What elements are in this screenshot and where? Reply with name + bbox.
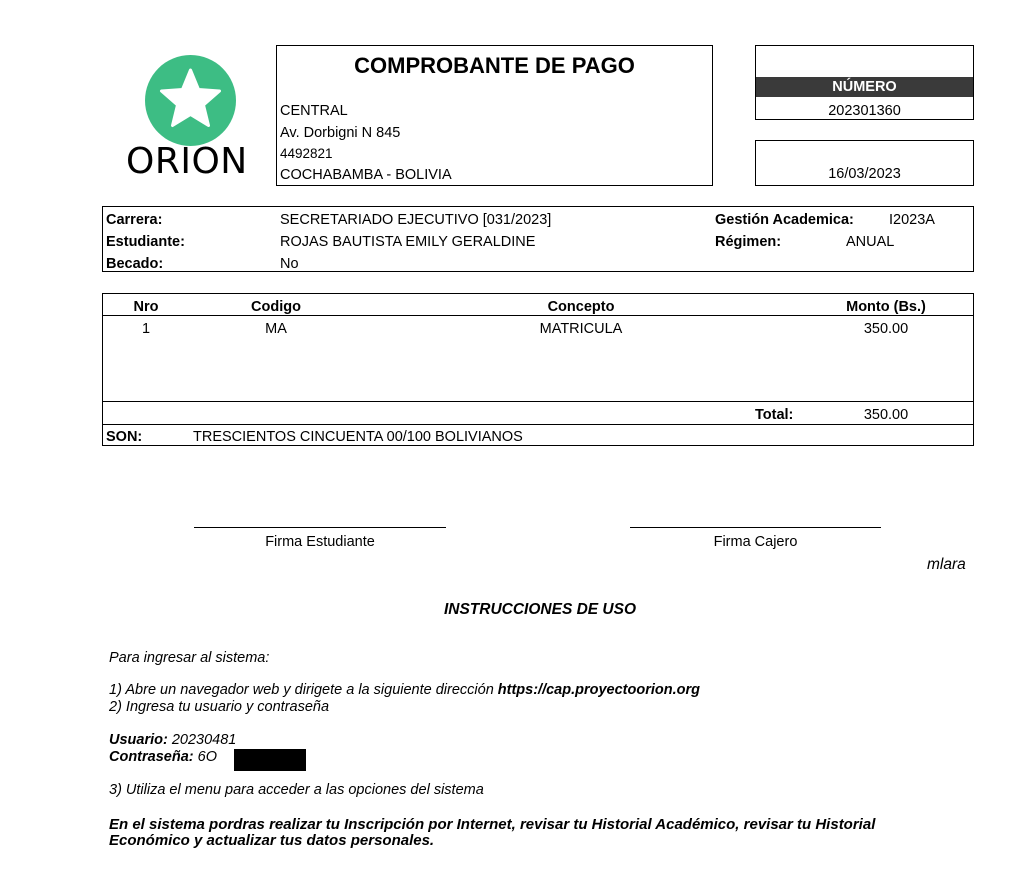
student-label: Estudiante:	[106, 234, 185, 250]
instructions-title: INSTRUCCIONES DE USO	[443, 601, 637, 618]
son-label: SON:	[106, 429, 143, 445]
column-header-codigo: Codigo	[251, 299, 301, 315]
term-value: I2023A	[889, 212, 935, 228]
total-label: Total:	[755, 407, 794, 423]
scholarship-label: Becado:	[106, 256, 164, 272]
table-total-divider	[102, 401, 974, 402]
branch-name: CENTRAL	[280, 103, 348, 119]
receipt-number: 202301360	[828, 103, 901, 119]
instructions-step-2: 2) Ingresa tu usuario y contraseña	[109, 699, 330, 715]
term-label: Gestión Academica:	[715, 212, 854, 228]
instructions-step-1-text: 1) Abre un navegador web y dirigete a la siguiente dirección	[109, 682, 498, 698]
student-name: ROJAS BAUTISTA EMILY GERALDINE	[280, 234, 536, 250]
star-icon	[145, 55, 236, 146]
table-cell-codigo: MA	[265, 321, 287, 337]
user-label: Usuario:	[109, 732, 168, 748]
operator-name: mlara	[927, 556, 966, 573]
cashier-signature-label: Firma Cajero	[713, 534, 798, 550]
regime-value: ANUAL	[846, 234, 895, 250]
branch-address: Av. Dorbigni N 845	[280, 125, 401, 141]
career-label: Carrera:	[106, 212, 163, 228]
password-label: Contraseña:	[109, 749, 194, 765]
system-url: https://cap.proyectoorion.org	[497, 682, 700, 698]
amount-in-words: TRESCIENTOS CINCUENTA 00/100 BOLIVIANOS	[193, 429, 523, 445]
receipt-number-label: NÚMERO	[756, 77, 973, 97]
header-box	[276, 45, 713, 186]
table-son-divider	[102, 424, 974, 425]
table-header-divider	[102, 315, 974, 316]
instructions-final-line-1: En el sistema pordras realizar tu Inscripción por Internet, revisar tu Historial Académico, revisar tu Historial	[109, 816, 876, 833]
column-header-concepto: Concepto	[547, 299, 615, 315]
column-header-monto: Monto (Bs.)	[846, 299, 926, 315]
table-cell-monto: 350.00	[863, 321, 909, 337]
instructions-intro: Para ingresar al sistema:	[109, 650, 270, 666]
branch-city: COCHABAMBA - BOLIVIA	[280, 167, 452, 183]
receipt-date-box	[755, 140, 974, 186]
branch-phone: 4492821	[280, 146, 333, 161]
student-signature-label: Firma Estudiante	[265, 534, 375, 550]
scholarship-value: No	[280, 256, 299, 272]
page-title: COMPROBANTE DE PAGO	[354, 53, 635, 78]
instructions-step-3: 3) Utiliza el menu para acceder a las opciones del sistema	[109, 782, 484, 798]
total-value: 350.00	[863, 407, 909, 423]
logo-text: ORION	[126, 141, 248, 182]
regime-label: Régimen:	[715, 234, 782, 250]
student-signature-line	[194, 527, 446, 528]
logo-circle	[145, 55, 236, 146]
password-line	[109, 749, 217, 765]
logo-star-shape	[162, 70, 220, 126]
column-header-nro: Nro	[133, 299, 159, 315]
career-value: SECRETARIADO EJECUTIVO [031/2023]	[280, 212, 552, 228]
user-line	[109, 732, 236, 748]
instructions-step-1	[109, 682, 700, 698]
table-cell-nro: 1	[141, 321, 151, 337]
user-value: 20230481	[167, 732, 237, 748]
receipt-date: 16/03/2023	[828, 166, 901, 182]
password-value: 6O	[193, 749, 217, 765]
instructions-final-line-2: Económico y actualizar tus datos personales.	[109, 832, 435, 849]
table-cell-concepto: MATRICULA	[539, 321, 623, 337]
cashier-signature-line	[630, 527, 881, 528]
password-redaction-bar	[234, 749, 306, 771]
receipt-number-box	[755, 45, 974, 120]
